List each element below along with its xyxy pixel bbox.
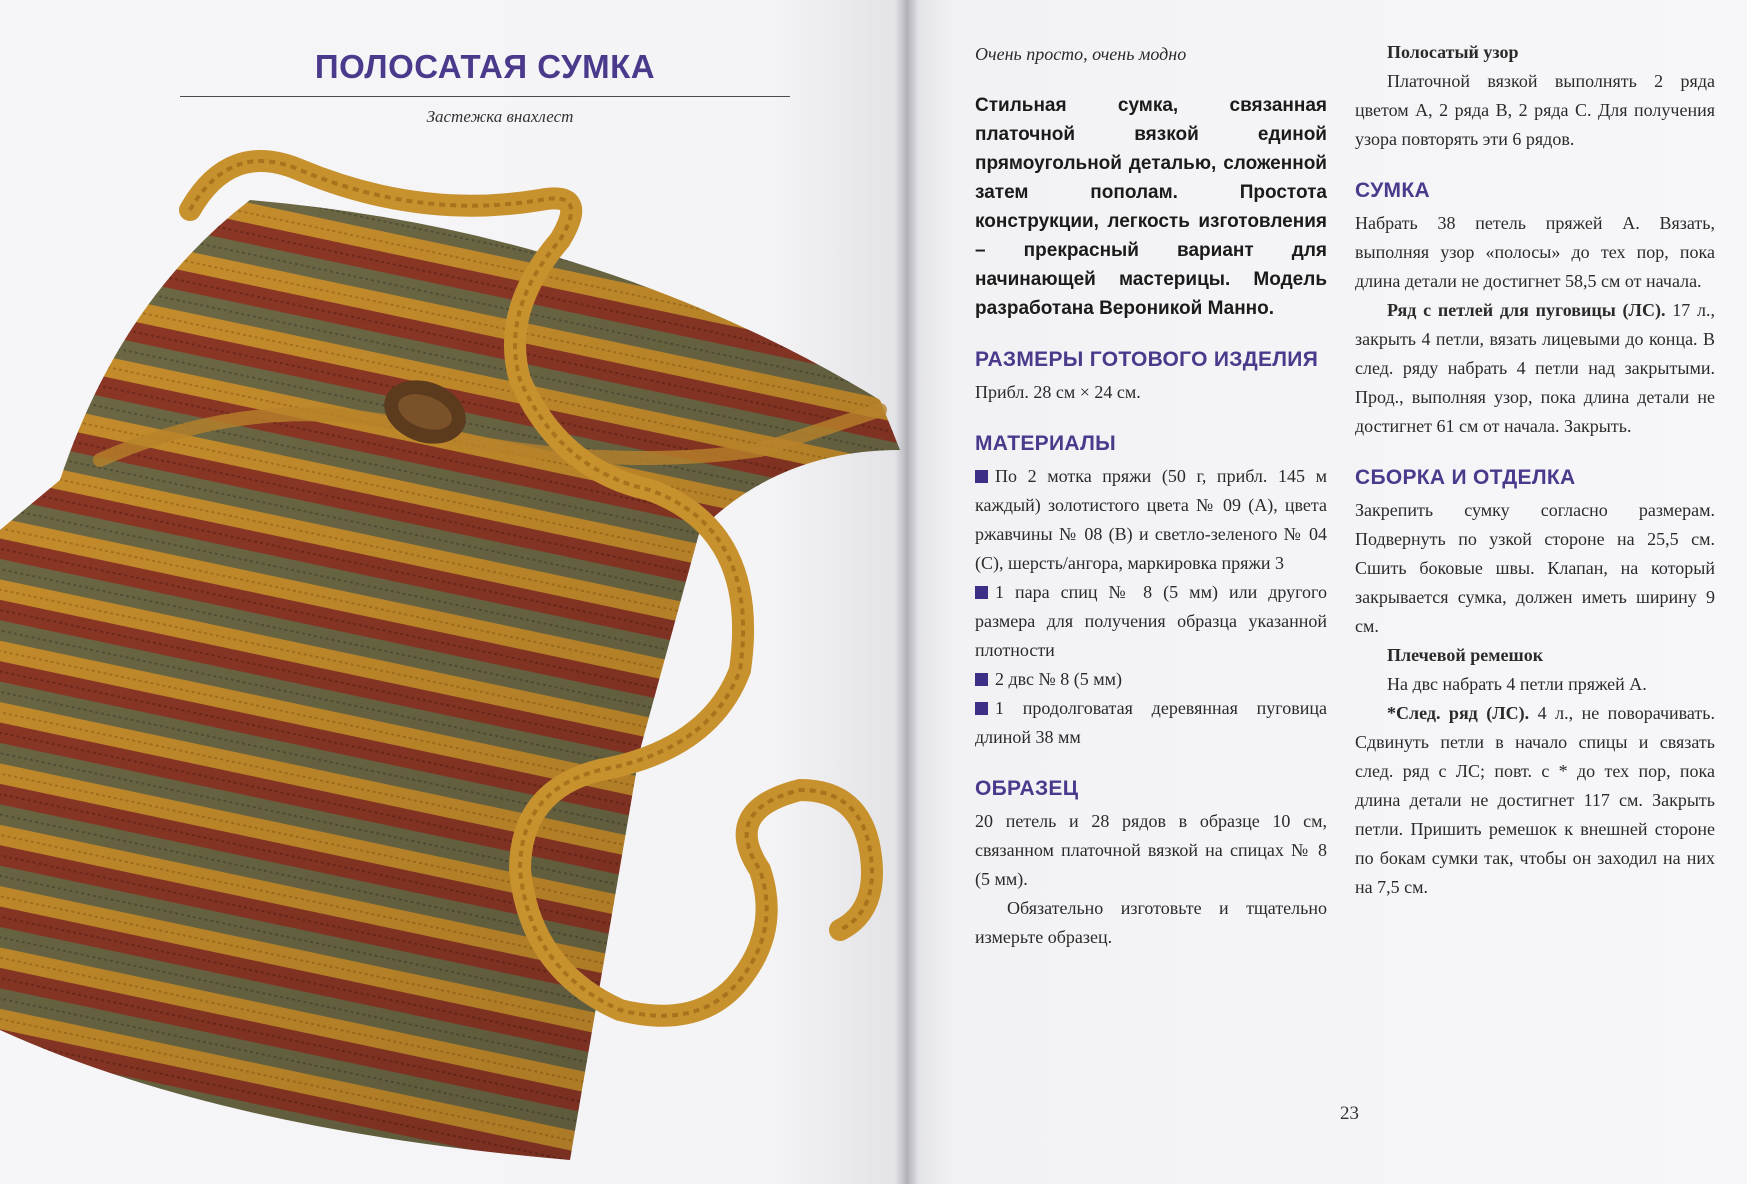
square-bullet-icon [975,586,988,599]
strap-row-paragraph [1355,699,1715,902]
strap-row-text: 4 л., не поворачивать. Сдвинуть петли в начало спицы и связать след. ряд с ЛС; повт. с * до тех пор, пока длина детали не достигнет 117 см. Закрыть петли. Пришить ремешок к внешней стороне по бокам сумки так, чтобы он заходил на них на 7,5 см. [1355,703,1716,897]
page-number: 23 [1340,1103,1359,1124]
intro-paragraph: Стильная сумка, связанная платочной вязкой единой прямоугольной деталью, сложенной затем пополам. Простота конструкции, легкость изготовления – прекрасный вариант для начинающей мастерицы. Модель разработана Вероникой Манно. [975,95,1327,319]
materials-heading: МАТЕРИАЛЫ [975,432,1116,455]
square-bullet-icon [975,470,988,483]
materials-item: 2 двс № 8 (5 мм) [975,665,1327,694]
strap-heading: Плечевой ремешок [1387,645,1544,665]
text-column-left [975,40,1327,952]
stripe-pattern-heading: Полосатый узор [1387,42,1519,62]
materials-item: 1 продолговатая деревянная пуговица длиной 38 мм [975,698,1327,747]
buttonhole-paragraph [1355,296,1715,441]
finishing-heading: СБОРКА И ОТДЕЛКА [1355,466,1576,489]
square-bullet-icon [975,702,988,715]
stripe-pattern-text: Платочной вязкой выполнять 2 ряда цветом А, 2 ряда В, 2 ряда С. Для получения узора повторять эти 6 рядов. [1355,71,1715,149]
bag-heading: СУМКА [1355,179,1430,202]
buttonhole-text: 17 л., закрыть 4 петли, вязать лицевыми до конца. В след. ряду набрать 4 петли над закрытыми. Прод., выполняя узор, пока длина детали не достигнет 61 см от начала. Закрыть. [1355,300,1716,436]
striped-knitted-bag-photo [0,150,905,1184]
square-bullet-icon [975,673,988,686]
finishing-text: Закрепить сумку согласно размерам. Подвернуть по узкой стороне на 25,5 см. Сшить боковые швы. Клапан, на который закрывается сумка, должен иметь ширину 9 см. [1355,500,1715,636]
book-spine [895,0,919,1184]
title-block [180,48,790,127]
text-column-right [1355,38,1715,902]
strap-cast-on: На двс набрать 4 петли пряжей А. [1387,674,1647,694]
strap-row-label: *След. ряд (ЛС). [1387,703,1530,723]
materials-item: 1 пара спиц № 8 (5 мм) или другого размера для получения образца указанной плотности [975,582,1327,660]
tagline: Очень просто, очень модно [975,44,1187,64]
page-title: ПОЛОСАТАЯ СУМКА [180,48,790,97]
sizes-heading: РАЗМЕРЫ ГОТОВОГО ИЗДЕЛИЯ [975,348,1319,371]
buttonhole-label: Ряд с петлей для пуговицы (ЛС). [1387,300,1666,320]
gauge-note: Обязательно изготовьте и тщательно измерьте образец. [975,898,1327,947]
gauge-text: 20 петель и 28 рядов в образце 10 см, связанном платочной вязкой на спицах № 8 (5 мм). [975,811,1327,889]
bag-text: Набрать 38 петель пряжей А. Вязать, выполняя узор «полосы» до тех пор, пока длина детали не достигнет 58,5 см от начала. [1355,213,1715,291]
gauge-heading: ОБРАЗЕЦ [975,777,1079,800]
materials-item: По 2 мотка пряжи (50 г, прибл. 145 м каждый) золотистого цвета № 09 (А), цвета ржавчины № 08 (В) и светло-зеленого № 04 (С), шерсть/ангора, маркировка пряжи 3 [975,466,1327,573]
page-subtitle: Застежка внахлест [426,107,574,126]
sizes-text: Прибл. 28 см × 24 см. [975,382,1141,402]
